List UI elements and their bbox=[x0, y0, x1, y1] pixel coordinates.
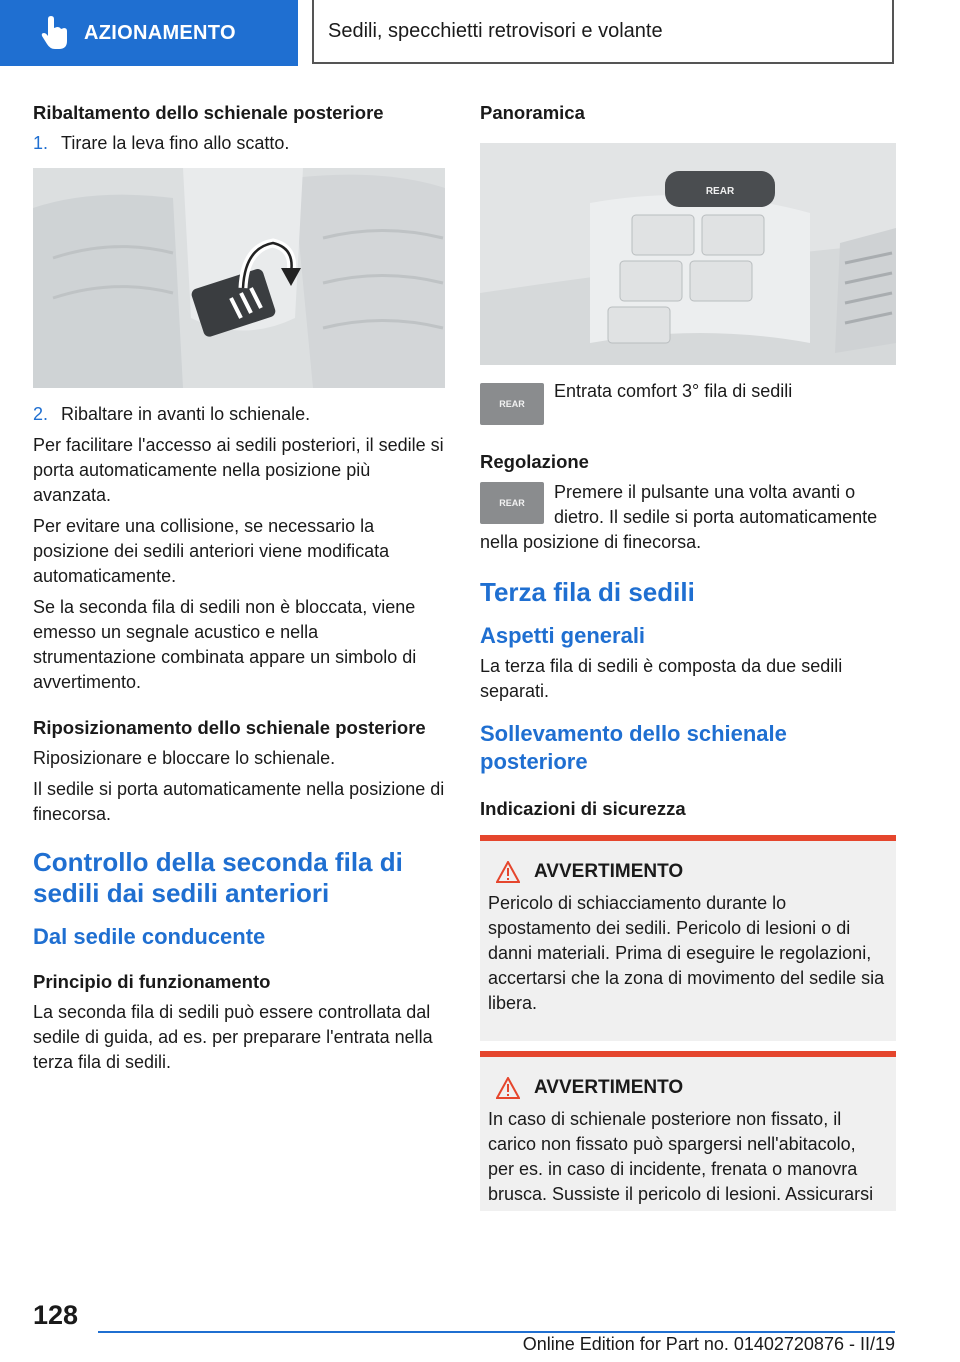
chapter-title: Sedili, specchietti retrovisori e volante bbox=[312, 0, 894, 64]
comfort-entry-row bbox=[480, 383, 896, 425]
paragraph: Per facilitare l'accesso ai sedili posteriori, il sedile si porta automaticamente nella posizione più avanzata. bbox=[33, 435, 444, 505]
section-heading-control: Controllo della seconda fila di sedili dai sedili anteriori bbox=[33, 847, 403, 908]
warning-title-text: AVVERTIMENTO bbox=[534, 861, 684, 882]
hand-pointer-icon bbox=[40, 15, 70, 51]
page-number: 128 bbox=[33, 1300, 79, 1330]
step-number: 2. bbox=[33, 404, 49, 424]
section-heading-third-row: Terza fila di sedili bbox=[480, 577, 695, 607]
step-1 bbox=[33, 131, 445, 156]
heading-principle: Principio di funzionamento bbox=[33, 971, 271, 992]
seat-illustration bbox=[33, 168, 445, 388]
warning-title bbox=[488, 1077, 886, 1099]
section-tab[interactable] bbox=[0, 0, 298, 66]
left-column bbox=[33, 100, 445, 1081]
rear-seat-button-icon bbox=[480, 383, 544, 425]
door-controls-illustration bbox=[480, 143, 896, 365]
heading-reposition: Riposizionamento dello schienale posteriore bbox=[33, 717, 426, 738]
step-number: 1. bbox=[33, 133, 49, 153]
heading-adjust: Regolazione bbox=[480, 451, 589, 472]
warning-box bbox=[480, 835, 896, 1041]
icon-label: REAR bbox=[499, 498, 525, 508]
warning-triangle-icon bbox=[496, 861, 520, 883]
comfort-entry-text: Entrata comfort 3° fila di sedili bbox=[554, 381, 793, 401]
warning-title bbox=[488, 861, 886, 883]
paragraph: Riposizionare e bloccare lo schienale. bbox=[33, 748, 336, 768]
step-text: Tirare la leva fino allo scatto. bbox=[61, 133, 290, 153]
icon-label: REAR bbox=[499, 399, 525, 409]
heading-fold-backrest: Ribaltamento dello schienale posteriore bbox=[33, 102, 384, 123]
warning-text: In caso di schienale posteriore non fissato, il carico non fissato può spargersi nell'abitacolo, per es. in caso di incidente, frenata o manovra brusca. Sussiste il pericolo di lesioni. Assicurarsi bbox=[488, 1109, 874, 1204]
paragraph: La seconda fila di sedili può essere controllata dal sedile di guida, ad es. per preparare l'entrata nella terza fila di sedili. bbox=[33, 1002, 433, 1072]
warning-text: Pericolo di schiacciamento durante lo spostamento dei sedili. Pericolo di lesioni o di danni materiali. Prima di eseguire le regolazioni, accertarsi che la zona di movimento del sedile sia libera. bbox=[488, 893, 885, 1013]
footer-divider bbox=[98, 1331, 895, 1333]
paragraph: Per evitare una collisione, se necessario la posizione dei sedili anteriori viene modificata automaticamente. bbox=[33, 516, 390, 586]
section-label: AZIONAMENTO bbox=[84, 21, 236, 44]
door-panel-photo bbox=[480, 143, 896, 365]
seat-lever-photo bbox=[33, 168, 445, 388]
step-text: Ribaltare in avanti lo schienale. bbox=[61, 404, 311, 424]
right-column bbox=[480, 100, 896, 1211]
heading-overview: Panoramica bbox=[480, 102, 585, 123]
warning-triangle-icon bbox=[496, 1077, 520, 1099]
step-2 bbox=[33, 402, 445, 427]
subsection-heading-raise: Sollevamento dello schienale posteriore bbox=[480, 721, 787, 774]
paragraph: Il sedile si porta automaticamente nella posizione di finecorsa. bbox=[33, 779, 445, 824]
warning-box bbox=[480, 1051, 896, 1211]
paragraph: Se la seconda fila di sedili non è bloccata, viene emesso un segnale acustico e nella strumentazione combinata appare un simbolo di avvertimento. bbox=[33, 597, 417, 692]
warning-title-text: AVVERTIMENTO bbox=[534, 1077, 684, 1098]
paragraph: La terza fila di sedili è composta da due sedili separati. bbox=[480, 656, 843, 701]
adjust-text: Premere il pulsante una volta avanti o dietro. Il sedile si porta automaticamente nella posizione di finecorsa. bbox=[480, 482, 878, 552]
rear-seat-button-icon bbox=[480, 482, 544, 524]
subsection-heading-driver: Dal sedile conducente bbox=[33, 924, 266, 949]
svg-text:REAR: REAR bbox=[705, 186, 735, 197]
edition-footer: Online Edition for Part no. 01402720876 - II/19 bbox=[522, 1334, 895, 1354]
heading-safety: Indicazioni di sicurezza bbox=[480, 798, 686, 819]
subsection-heading-general: Aspetti generali bbox=[480, 623, 646, 648]
adjust-block bbox=[480, 480, 896, 555]
